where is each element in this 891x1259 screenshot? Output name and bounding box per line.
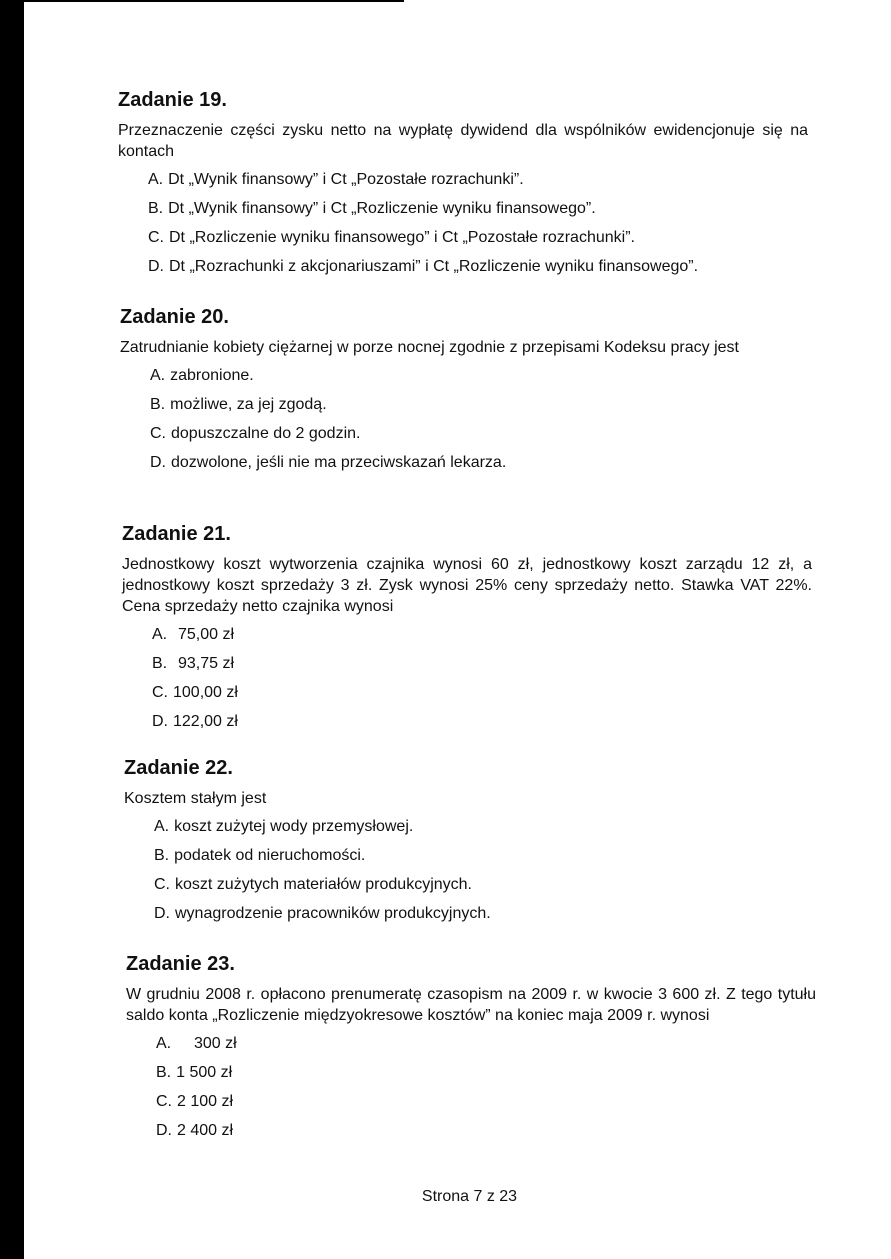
task-21 (122, 522, 812, 741)
answer-options (148, 170, 808, 277)
option-letter: B. (148, 200, 164, 217)
task-23 (126, 952, 816, 1150)
option-text: 100,00 zł (173, 684, 238, 701)
scan-top-rule (0, 0, 404, 2)
answer-option-b (154, 846, 814, 866)
task-title: Zadanie 22. (124, 757, 233, 779)
task-title: Zadanie 21. (122, 523, 231, 545)
answer-option-a (156, 1034, 816, 1054)
answer-option-a (148, 170, 808, 190)
answer-option-c (156, 1092, 816, 1112)
option-text: koszt zużytych materiałów produkcyjnych. (175, 876, 472, 893)
answer-option-c (150, 424, 810, 444)
answer-option-a (150, 366, 810, 386)
answer-option-c (152, 683, 812, 703)
answer-option-c (154, 875, 814, 895)
option-text: podatek od nieruchomości. (174, 847, 366, 864)
answer-option-b (152, 654, 812, 674)
option-letter: D. (152, 713, 168, 730)
page-number: Strona 7 z 23 (421, 1188, 518, 1205)
option-letter: C. (150, 425, 166, 442)
option-text: Dt „Wynik finansowy” i Ct „Pozostałe rozrachunki”. (168, 171, 524, 188)
option-letter: A. (150, 367, 166, 384)
scan-left-edge (0, 0, 24, 1259)
answer-options (152, 625, 812, 732)
option-letter: D. (150, 454, 166, 471)
task-question: Kosztem stałym jest (124, 790, 267, 807)
option-letter: D. (156, 1122, 172, 1139)
task-title: Zadanie 19. (118, 89, 227, 111)
answer-option-d (150, 453, 810, 473)
task-22 (124, 756, 814, 933)
option-text: wynagrodzenie pracowników produkcyjnych. (175, 905, 491, 922)
answer-option-d (154, 904, 814, 924)
option-letter: B. (154, 847, 170, 864)
answer-options (154, 817, 814, 924)
answer-option-d (152, 712, 812, 732)
option-text: Dt „Rozrachunki z akcjonariuszami” i Ct „Rozliczenie wyniku finansowego”. (169, 258, 699, 275)
option-letter: D. (154, 905, 170, 922)
option-text: 1 500 zł (176, 1064, 233, 1081)
answer-options (156, 1034, 816, 1141)
option-letter: C. (154, 876, 170, 893)
task-title: Zadanie 20. (120, 306, 229, 328)
task-title: Zadanie 23. (126, 953, 235, 975)
task-question: Zatrudnianie kobiety ciężarnej w porze nocnej zgodnie z przepisami Kodeksu pracy jest (120, 339, 739, 356)
option-letter: A. (152, 626, 168, 643)
option-text: 122,00 zł (173, 713, 238, 730)
option-letter: C. (148, 229, 164, 246)
option-text: 93,75 zł (178, 655, 235, 672)
task-question: Jednostkowy koszt wytworzenia czajnika wynosi 60 zł, jednostkowy koszt zarządu 12 zł, a jednostkowy koszt sprzedaży 3 zł. Zysk wynosi 25% ceny sprzedaży netto. Stawka VAT 22%. Cena sprzedaży netto czajnika wynosi (122, 556, 812, 615)
option-text: koszt zużytej wody przemysłowej. (174, 818, 414, 835)
answer-option-b (148, 199, 808, 219)
option-text: możliwe, za jej zgodą. (170, 396, 327, 413)
option-text: Dt „Wynik finansowy” i Ct „Rozliczenie wyniku finansowego”. (168, 200, 596, 217)
option-letter: B. (152, 655, 168, 672)
answer-option-b (150, 395, 810, 415)
option-letter: A. (148, 171, 164, 188)
option-text: dozwolone, jeśli nie ma przeciwskazań lekarza. (171, 454, 507, 471)
answer-option-d (148, 257, 808, 277)
option-letter: B. (150, 396, 166, 413)
option-text: 2 100 zł (177, 1093, 234, 1110)
option-text: 75,00 zł (178, 626, 235, 643)
option-letter: A. (154, 818, 170, 835)
answer-options (150, 366, 810, 473)
option-letter: C. (152, 684, 168, 701)
task-20 (120, 305, 810, 482)
answer-option-a (154, 817, 814, 837)
option-letter: D. (148, 258, 164, 275)
task-question: W grudniu 2008 r. opłacono prenumeratę czasopism na 2009 r. w kwocie 3 600 zł. Z tego tytułu saldo konta „Rozliczenie międzyokresowe kosztów” na koniec maja 2009 r. wynosi (126, 986, 816, 1024)
task-question: Przeznaczenie części zysku netto na wypłatę dywidend dla wspólników ewidencjonuje się na kontach (118, 122, 808, 160)
option-text: Dt „Rozliczenie wyniku finansowego” i Ct „Pozostałe rozrachunki”. (169, 229, 635, 246)
option-letter: B. (156, 1064, 172, 1081)
option-text: zabronione. (170, 367, 254, 384)
answer-option-d (156, 1121, 816, 1141)
option-text: 300 zł (194, 1035, 237, 1052)
option-text: 2 400 zł (177, 1122, 234, 1139)
answer-option-c (148, 228, 808, 248)
answer-option-a (152, 625, 812, 645)
answer-option-b (156, 1063, 816, 1083)
task-19 (118, 88, 808, 286)
option-text: dopuszczalne do 2 godzin. (171, 425, 361, 442)
option-letter: A. (156, 1035, 172, 1052)
option-letter: C. (156, 1093, 172, 1110)
